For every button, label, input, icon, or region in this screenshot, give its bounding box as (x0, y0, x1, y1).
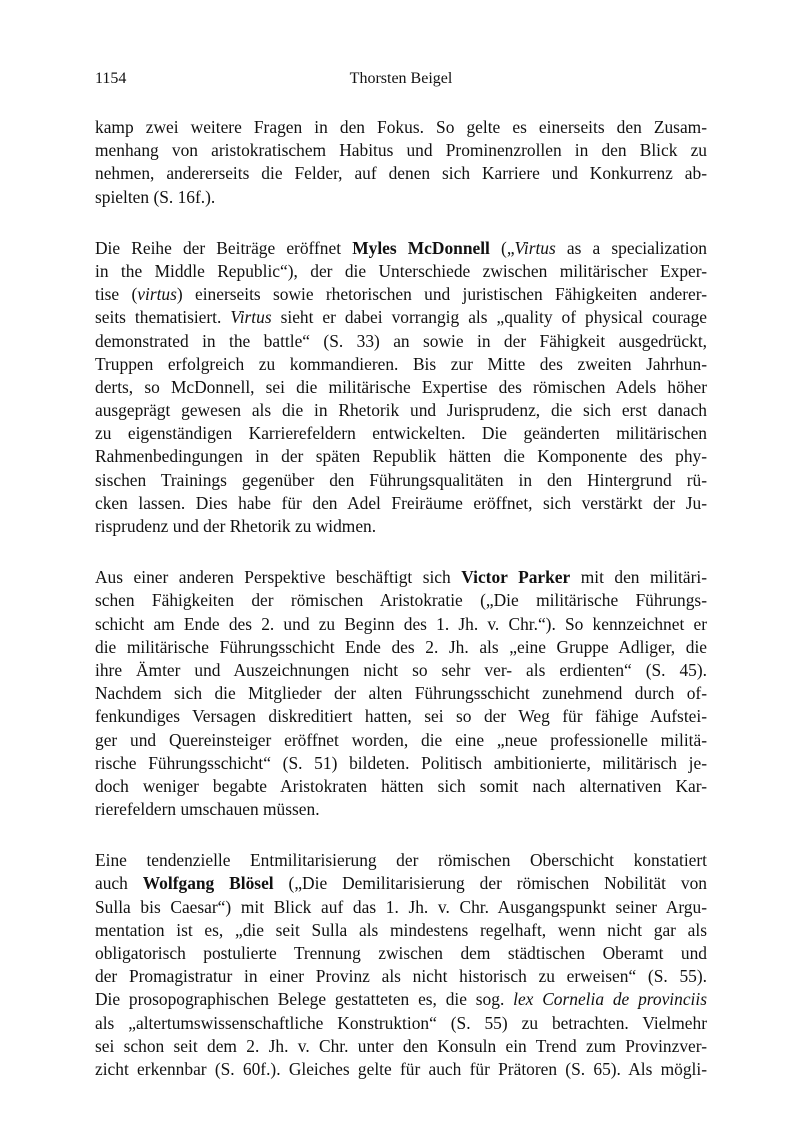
paragraph (95, 566, 707, 821)
running-title: Thorsten Beigel (349, 70, 453, 87)
text-line: Eine tendenzielle Entmilitarisierung der römischen Oberschicht konstatiert (95, 850, 707, 871)
text-line: Nachdem sich die Mitglieder der alten Führungsschicht zunehmend durch of- (95, 683, 707, 704)
paragraph (95, 237, 707, 538)
text-line: Die Reihe der Beiträge eröffnet Myles McDonnell („Virtus as a specialization (95, 237, 708, 258)
author-name: Wolfgang Blösel (142, 873, 274, 894)
text-line: nehmen, andererseits die Felder, auf denen sich Karriere und Konkurrenz ab- (95, 163, 707, 184)
page-number: 1154 (95, 70, 127, 87)
text-line: in the Middle Republic“), der die Unterschiede zwischen militärischer Exper- (95, 260, 707, 281)
text-line: ger und Quereinsteiger eröffnet worden, die eine „neue professionelle militä- (95, 729, 707, 750)
text-line: als „altertumswissenschaftliche Konstruktion“ (S. 55) zu betrachten. Vielmehr (95, 1012, 707, 1033)
latin-term: virtus (137, 284, 177, 305)
text-line: auch Wolfgang Blösel („Die Demilitarisierung der römischen Nobilität von (95, 873, 707, 894)
paragraph (95, 116, 707, 209)
text-line: risprudenz und der Rhetorik zu widmen. (95, 516, 377, 536)
latin-term: lex Cornelia de provinciis (513, 989, 707, 1010)
latin-term: Virtus (230, 307, 272, 328)
text-line: zu eigenständigen Karrierefeldern entwickelten. Die geänderten militärischen (95, 423, 707, 444)
text-line: Rahmenbedingungen in der späten Republik hätten die Komponente des phy- (95, 446, 707, 467)
text-line: mentation ist es, „die seit Sulla als mindestens regelhaft, wenn nicht gar als (95, 919, 707, 940)
text-line: sischen Trainings gegenüber den Führungsqualitäten in den Hintergrund rü- (95, 469, 707, 490)
author-name: Myles McDonnell (352, 237, 490, 258)
text-line: tise (virtus) einerseits sowie rhetorischen und juristischen Fähigkeiten anderer- (95, 284, 707, 305)
paragraph (95, 849, 707, 1081)
text-line: cken lassen. Dies habe für den Adel Freiräume eröffnet, sich verstärkt der Ju- (95, 492, 707, 513)
text-line: rierefeldern umschauen müssen. (95, 799, 320, 820)
text-line: derts, so McDonnell, sei die militärische Expertise des römischen Adels höher (95, 376, 707, 397)
text-line: die militärische Führungsschicht Ende des 2. Jh. als „eine Gruppe Adliger, die (95, 636, 707, 657)
text-line: rische Führungsschicht“ (S. 51) bildeten. Politisch ambitionierte, militärisch je- (95, 752, 707, 773)
text-line: Die prosopographischen Belege gestatteten es, die sog. lex Cornelia de provinciis (95, 989, 707, 1010)
text-line: Truppen erfolgreich zu kommandieren. Bis zur Mitte des zweiten Jahrhun- (95, 353, 707, 374)
text-line: der Promagistratur in einer Provinz als nicht historisch zu erweisen“ (S. 55). (95, 966, 707, 987)
text-line: doch weniger begabte Aristokraten hätten sich somit nach alternativen Kar- (95, 775, 707, 796)
page-body (95, 116, 707, 1109)
text-line: schicht am Ende des 2. und zu Beginn des 1. Jh. v. Chr.“). So kennzeichnet er (95, 613, 707, 634)
text-line: spielten (S. 16f.). (95, 186, 216, 207)
latin-term: Virtus (514, 237, 556, 258)
text-line: fenkundiges Versagen diskreditiert hatten, sei so der Weg für fähige Aufstei- (95, 706, 707, 727)
text-line: ausgeprägt gewesen als die in Rhetorik und Jurisprudenz, die sich erst danach (95, 400, 707, 421)
text-line: obligatorisch postulierte Trennung zwischen dem städtischen Oberamt und (95, 943, 707, 963)
text-line: zicht erkennbar (S. 60f.). Gleiches gelte für auch für Prätoren (S. 65). Als mögli- (95, 1058, 707, 1079)
text-line: demonstrated in the battle“ (S. 33) an sowie in der Fähigkeit ausgedrückt, (95, 330, 707, 351)
text-line: ihre Ämter und Auszeichnungen nicht so sehr ver- als erdienten“ (S. 45). (95, 659, 707, 680)
text-line: seits thematisiert. Virtus sieht er dabei vorrangig als „quality of physical courage (95, 307, 707, 328)
running-header (95, 70, 707, 94)
author-name: Victor Parker (461, 567, 571, 588)
text-line: Sulla bis Caesar“) mit Blick auf das 1. Jh. v. Chr. Ausgangspunkt seiner Argu- (95, 896, 707, 917)
text-line: kamp zwei weitere Fragen in den Fokus. So gelte es einerseits den Zusam- (95, 117, 707, 137)
text-line: sei schon seit dem 2. Jh. v. Chr. unter den Konsuln ein Trend zum Provinzver- (95, 1035, 707, 1056)
text-line: menhang von aristokratischem Habitus und Prominenzrollen in den Blick zu (95, 140, 707, 161)
text-line: schen Fähigkeiten der römischen Aristokratie („Die militärische Führungs- (95, 590, 707, 611)
text-line: Aus einer anderen Perspektive beschäftigt sich Victor Parker mit den militäri- (95, 567, 707, 588)
